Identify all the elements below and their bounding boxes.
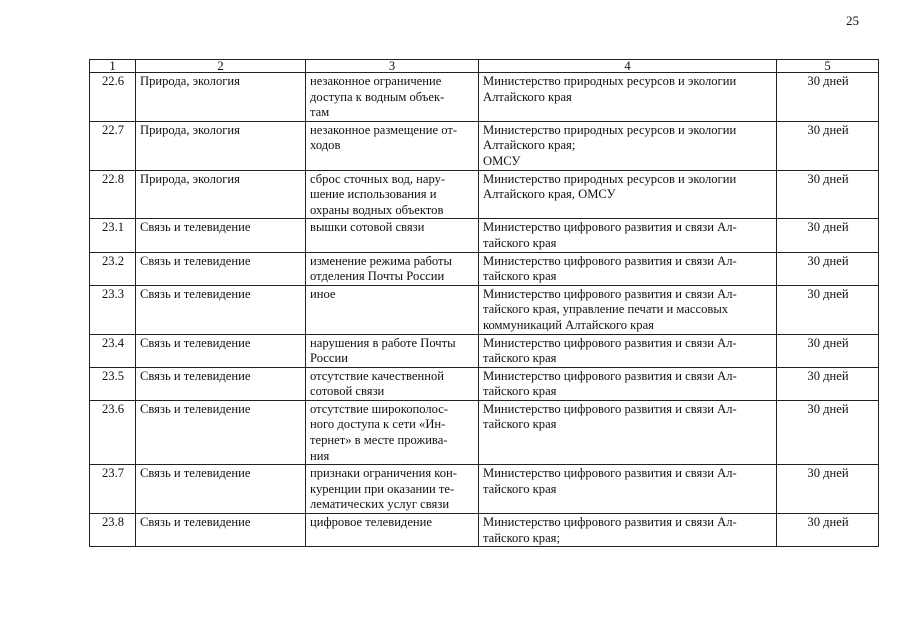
term-cell: 30 дней — [777, 73, 879, 122]
issue-line: там — [310, 105, 330, 120]
issue-line: куренции при оказании те- — [310, 481, 455, 496]
term-cell: 30 дней — [777, 285, 879, 334]
row-number-cell: 23.6 — [90, 400, 136, 464]
responsible-body-line: Министерство цифрового развития и связи Ал- — [483, 286, 737, 301]
row-number-cell: 22.6 — [90, 73, 136, 122]
responsible-body-line: тайского края — [483, 269, 557, 284]
document-table — [89, 59, 879, 547]
issue-line: отделения Почты России — [310, 269, 445, 284]
issue-line: ходов — [310, 138, 341, 153]
row-number-cell: 23.1 — [90, 219, 136, 252]
table-row — [90, 252, 879, 285]
term-cell: 30 дней — [777, 252, 879, 285]
issue-line: отсутствие качественной — [310, 368, 445, 383]
page-number: 25 — [846, 13, 859, 28]
area-cell: Природа, экология — [136, 121, 306, 170]
issue-cell — [306, 334, 479, 367]
row-number-cell: 23.2 — [90, 252, 136, 285]
area-cell: Связь и телевидение — [136, 285, 306, 334]
responsible-body-line: Министерство цифрового развития и связи Ал- — [483, 401, 737, 416]
responsible-body-line: тайского края — [483, 351, 557, 366]
term-cell: 30 дней — [777, 334, 879, 367]
area-cell: Связь и телевидение — [136, 334, 306, 367]
area-cell: Связь и телевидение — [136, 367, 306, 400]
row-number-cell: 22.7 — [90, 121, 136, 170]
table-row — [90, 334, 879, 367]
issue-cell — [306, 285, 479, 334]
issue-line: ного доступа к сети «Ин- — [310, 417, 446, 432]
issue-line: иное — [310, 286, 336, 301]
area-cell: Связь и телевидение — [136, 219, 306, 252]
responsible-body-line: Министерство цифрового развития и связи Ал- — [483, 253, 737, 268]
issue-line: вышки сотовой связи — [310, 220, 425, 235]
table-row — [90, 170, 879, 219]
issue-line: сброс сточных вод, нару- — [310, 171, 446, 186]
table-row — [90, 219, 879, 252]
area-cell: Связь и телевидение — [136, 465, 306, 514]
responsible-body-line: Министерство цифрового развития и связи Ал- — [483, 335, 737, 350]
table-row — [90, 285, 879, 334]
issue-line: сотовой связи — [310, 384, 385, 399]
issue-line: цифровое телевидение — [310, 515, 433, 530]
responsible-body-line: ОМСУ — [483, 153, 521, 168]
responsible-body-line: Алтайского края — [483, 89, 572, 104]
responsible-body-line: Министерство цифрового развития и связи Ал- — [483, 368, 737, 383]
term-cell: 30 дней — [777, 170, 879, 219]
row-number-cell: 23.4 — [90, 334, 136, 367]
responsible-body-cell — [479, 514, 777, 547]
responsible-body-line: Министерство природных ресурсов и экологии — [483, 74, 737, 88]
responsible-body-line: тайского края — [483, 384, 557, 399]
column-header-4: 4 — [479, 60, 777, 73]
column-header-5: 5 — [777, 60, 879, 73]
issue-line: незаконное размещение от- — [310, 122, 458, 137]
issue-cell — [306, 400, 479, 464]
table-body — [90, 73, 879, 547]
responsible-body-cell — [479, 400, 777, 464]
responsible-body-line: Министерство природных ресурсов и экологии — [483, 171, 737, 186]
responsible-body-cell — [479, 334, 777, 367]
term-cell: 30 дней — [777, 465, 879, 514]
table-row — [90, 367, 879, 400]
responsible-body-line: коммуникаций Алтайского края — [483, 317, 654, 332]
table-row — [90, 73, 879, 122]
responsible-body-cell — [479, 73, 777, 122]
responsible-body-line: тайского края; — [483, 530, 560, 545]
issue-line: тернет» в месте прожива- — [310, 433, 448, 448]
responsible-body-line: тайского края — [483, 417, 557, 432]
table-row — [90, 121, 879, 170]
issue-cell — [306, 514, 479, 547]
issue-line: отсутствие широкополос- — [310, 401, 449, 416]
area-cell: Природа, экология — [136, 73, 306, 122]
responsible-body-cell — [479, 367, 777, 400]
issue-line: нарушения в работе Почты — [310, 335, 456, 350]
issue-cell — [306, 170, 479, 219]
row-number-cell: 23.3 — [90, 285, 136, 334]
area-cell: Связь и телевидение — [136, 514, 306, 547]
responsible-body-line: тайского края — [483, 481, 557, 496]
issue-line: доступа к водным объек- — [310, 89, 445, 104]
term-cell: 30 дней — [777, 121, 879, 170]
issue-line: шение использования и — [310, 187, 437, 202]
issue-cell — [306, 465, 479, 514]
table-row — [90, 514, 879, 547]
issue-cell — [306, 252, 479, 285]
row-number-cell: 22.8 — [90, 170, 136, 219]
area-cell: Связь и телевидение — [136, 252, 306, 285]
responsible-body-line: тайского края, управление печати и массовых — [483, 302, 729, 317]
responsible-body-line: Министерство цифрового развития и связи Ал- — [483, 466, 737, 481]
responsible-body-cell — [479, 121, 777, 170]
column-header-3: 3 — [306, 60, 479, 73]
table-row — [90, 465, 879, 514]
issue-line: ния — [310, 448, 330, 463]
issue-line: незаконное ограничение — [310, 74, 442, 88]
issue-cell — [306, 121, 479, 170]
issue-line: признаки ограничения кон- — [310, 466, 457, 481]
term-cell: 30 дней — [777, 514, 879, 547]
responsible-body-cell — [479, 285, 777, 334]
responsible-body-cell — [479, 465, 777, 514]
responsible-body-cell — [479, 219, 777, 252]
responsible-body-line: Алтайского края, ОМСУ — [483, 187, 616, 202]
area-cell: Связь и телевидение — [136, 400, 306, 464]
term-cell: 30 дней — [777, 219, 879, 252]
area-cell: Природа, экология — [136, 170, 306, 219]
term-cell: 30 дней — [777, 367, 879, 400]
responsible-body-cell — [479, 170, 777, 219]
issue-line: лематических услуг связи — [310, 497, 450, 512]
issue-line: охраны водных объектов — [310, 202, 444, 217]
responsible-body-line: Министерство цифрового развития и связи Ал- — [483, 515, 737, 530]
column-header-2: 2 — [136, 60, 306, 73]
responsible-body-line: Алтайского края; — [483, 138, 576, 153]
column-header-1: 1 — [90, 60, 136, 73]
issue-cell — [306, 73, 479, 122]
issue-line: изменение режима работы — [310, 253, 452, 268]
row-number-cell: 23.7 — [90, 465, 136, 514]
table-row — [90, 400, 879, 464]
issue-cell — [306, 367, 479, 400]
row-number-cell: 23.8 — [90, 514, 136, 547]
table-header-row — [90, 60, 879, 73]
responsible-body-line: Министерство природных ресурсов и экологии — [483, 122, 737, 137]
issue-line: России — [310, 351, 348, 366]
row-number-cell: 23.5 — [90, 367, 136, 400]
responsible-body-line: Министерство цифрового развития и связи Ал- — [483, 220, 737, 235]
responsible-body-line: тайского края — [483, 235, 557, 250]
issue-cell — [306, 219, 479, 252]
responsible-body-cell — [479, 252, 777, 285]
term-cell: 30 дней — [777, 400, 879, 464]
